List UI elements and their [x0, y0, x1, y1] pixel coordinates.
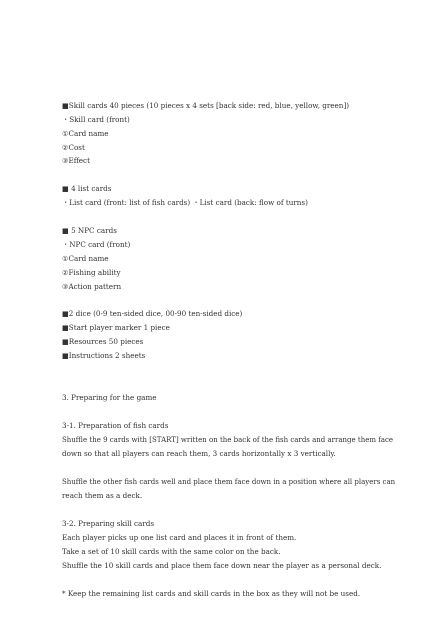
component-skill-cards: ■Skill cards 40 pieces (10 pieces x 4 sets [back side: red, blue, yellow, green]): [62, 101, 350, 110]
skill-cards-step-2: Take a set of 10 skill cards with the same color on the back.: [62, 547, 281, 556]
npc-card-item-action-pattern: ③Action pattern: [62, 282, 122, 291]
subsection-heading-fish-cards: 3-1. Preparation of fish cards: [62, 421, 169, 430]
component-dice: ■2 dice (0-9 ten-sided dice, 00-90 ten-sided dice): [62, 309, 243, 318]
skill-card-front-heading: ・Skill card (front): [62, 115, 130, 124]
component-start-marker: ■Start player marker 1 piece: [62, 323, 170, 332]
component-list-cards: ■ 4 list cards: [62, 184, 112, 193]
skill-card-item-cost: ②Cost: [62, 143, 85, 152]
skill-cards-step-3: Shuffle the 10 skill cards and place them face down near the player as a personal deck.: [62, 561, 382, 570]
note-unused-cards: * Keep the remaining list cards and skill cards in the box as they will not be used.: [62, 589, 361, 598]
fish-cards-paragraph-1-line-2: down so that all players can reach them, 3 cards horizontally x 3 vertically.: [62, 449, 336, 458]
skill-card-item-name: ①Card name: [62, 129, 109, 138]
npc-card-item-name: ①Card name: [62, 254, 109, 263]
component-npc-cards: ■ 5 NPC cards: [62, 226, 117, 235]
skill-card-item-effect: ③Effect: [62, 156, 90, 165]
list-card-sides: ・List card (front: list of fish cards) ・List card (back: flow of turns): [62, 198, 308, 207]
npc-card-front-heading: ・NPC card (front): [62, 240, 131, 249]
subsection-heading-skill-cards: 3-2. Preparing skill cards: [62, 519, 155, 528]
component-instructions: ■Instructions 2 sheets: [62, 351, 146, 360]
skill-cards-step-1: Each player picks up one list card and places it in front of them.: [62, 533, 297, 542]
fish-cards-paragraph-1-line-1: Shuffle the 9 cards with [START] written on the back of the fish cards and arrange them face: [62, 436, 394, 444]
npc-card-item-fishing-ability: ②Fishing ability: [62, 268, 121, 277]
fish-cards-paragraph-2-line-2: reach them as a deck.: [62, 491, 143, 500]
section-heading-preparing: 3. Preparing for the game: [62, 393, 157, 402]
component-resources: ■Resources 50 pieces: [62, 337, 144, 346]
fish-cards-paragraph-2-line-1: Shuffle the other fish cards well and place them face down in a position where all players can: [62, 478, 396, 486]
